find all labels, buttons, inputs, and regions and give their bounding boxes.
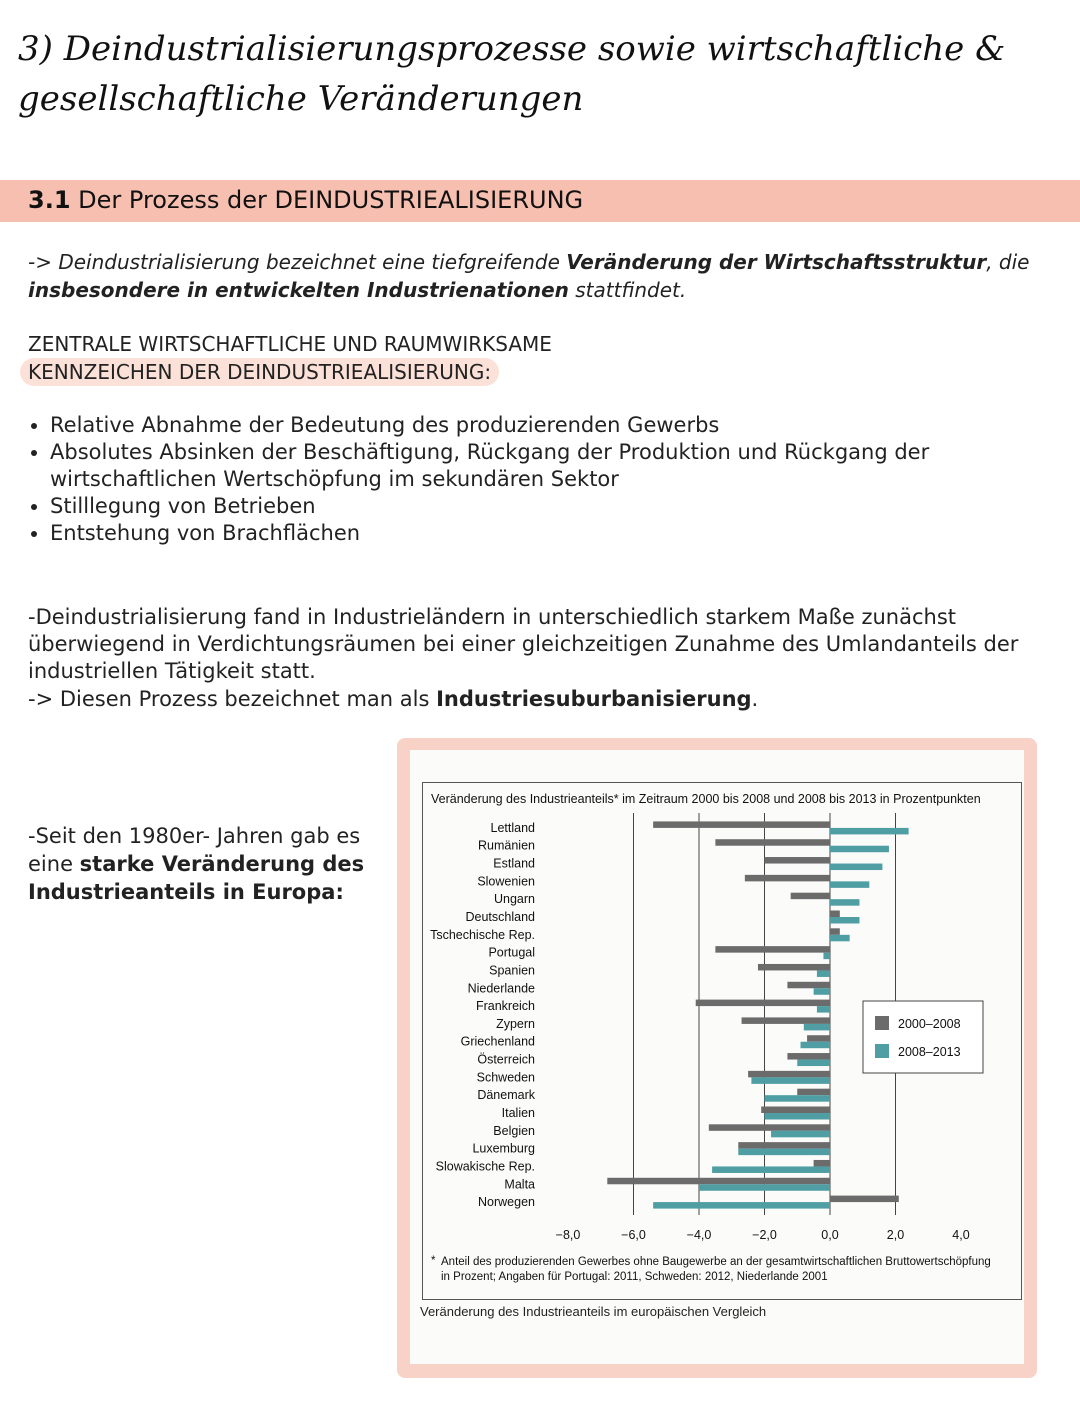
bar-2000-2008 — [738, 1142, 830, 1149]
suburban-prefix: -> Diesen Prozess bezeichnet man als — [28, 687, 437, 711]
bar-2000-2008 — [653, 821, 830, 828]
legend-swatch-2000-2008 — [875, 1016, 889, 1030]
side-suffix: : — [335, 880, 344, 904]
intro-definition — [28, 248, 1058, 304]
category-label: Norwegen — [478, 1195, 535, 1210]
deindustrialisierung-paragraph: -Deindustrialisierung fand in Industrieländern in unterschiedlich starkem Maße zunächst überwiegend in Verdichtungsräumen bei einer gleichzeitigen Zunahme des Umlandanteils der industriellen Tätigkeit statt. — [28, 605, 1019, 683]
category-label: Griechenland — [460, 1034, 535, 1049]
suburbanisierung-line — [28, 686, 1058, 713]
bar-2000-2008 — [830, 928, 840, 935]
bar-2000-2008 — [715, 946, 830, 953]
x-tick-label: 4,0 — [952, 1228, 970, 1242]
heading-line-2: gesellschaftliche Veränderungen — [18, 79, 584, 119]
bar-2008-2013 — [771, 1131, 830, 1138]
industry-share-chart — [423, 783, 1021, 1299]
bar-2000-2008 — [807, 1035, 830, 1042]
bar-2008-2013 — [830, 846, 889, 853]
suburban-term: Industriesuburbanisierung — [436, 687, 752, 711]
bar-2008-2013 — [814, 988, 830, 995]
bar-2000-2008 — [830, 911, 840, 918]
kennzeichen-line-2-highlight: KENNZEICHEN DER DEINDUSTRIEALISIERUNG: — [20, 358, 499, 386]
section-header-bar — [0, 180, 1080, 222]
bar-2000-2008 — [715, 839, 830, 846]
bar-2008-2013 — [653, 1202, 830, 1209]
legend-swatch-2008-2013 — [875, 1044, 889, 1058]
category-label: Malta — [504, 1177, 535, 1192]
bar-2000-2008 — [607, 1178, 830, 1185]
bar-2008-2013 — [712, 1166, 830, 1173]
bar-2000-2008 — [696, 1000, 830, 1007]
bar-2008-2013 — [830, 864, 882, 871]
bar-2008-2013 — [830, 935, 850, 942]
bar-2008-2013 — [797, 1060, 830, 1067]
bar-2008-2013 — [830, 828, 909, 835]
list-item: • Stilllegung von Betrieben — [50, 493, 1080, 520]
bar-2008-2013 — [830, 881, 869, 888]
category-label: Slowakische Rep. — [435, 1159, 535, 1174]
bar-2008-2013 — [765, 1095, 831, 1102]
footnote-line-1: Anteil des produzierenden Gewerbes ohne Baugewerbe an der gesamtwirtschaftlichen Bruttowertschöpfung — [441, 1256, 991, 1268]
bar-2000-2008 — [742, 1017, 830, 1024]
legend-label-2000-2008: 2000–2008 — [898, 1017, 961, 1031]
bar-2000-2008 — [709, 1124, 830, 1131]
kennzeichen-list — [28, 412, 1080, 547]
intro-bold-2: insbesondere in entwickelten Industrienationen — [28, 278, 569, 302]
category-label: Slowenien — [477, 874, 535, 889]
bar-2008-2013 — [738, 1149, 830, 1156]
category-label: Ungarn — [494, 892, 535, 907]
category-label: Luxemburg — [472, 1141, 535, 1156]
bar-2000-2008 — [758, 964, 830, 971]
section-number: 3.1 — [28, 186, 71, 214]
bar-2000-2008 — [814, 1160, 830, 1167]
x-tick-label: 0,0 — [821, 1228, 839, 1242]
category-label: Italien — [501, 1106, 535, 1120]
category-label: Estland — [493, 856, 535, 871]
legend-box — [863, 1001, 983, 1073]
kennzeichen-line-1: ZENTRALE WIRTSCHAFTLICHE UND RAUMWIRKSAME — [28, 332, 552, 356]
chart-tick-labels — [556, 1228, 970, 1242]
category-label: Rumänien — [478, 838, 535, 853]
bar-2008-2013 — [830, 899, 859, 906]
side-prefix: -Seit den 1980er- Jahren gab es eine — [28, 824, 361, 876]
side-bold: starke Veränderung des Industrieanteils in Europa — [28, 852, 365, 904]
category-label: Portugal — [488, 945, 535, 960]
intro-text-2: , die — [986, 250, 1030, 274]
category-label: Frankreich — [475, 999, 535, 1014]
chart-legend — [863, 1001, 983, 1073]
intro-bold-1: Veränderung der Wirtschaftsstruktur — [566, 250, 987, 274]
bar-2008-2013 — [751, 1077, 830, 1084]
bar-2008-2013 — [817, 970, 830, 977]
bar-2008-2013 — [804, 1024, 830, 1031]
category-label: Dänemark — [477, 1088, 535, 1103]
bar-2000-2008 — [830, 1196, 899, 1203]
section-title-text: Der Prozess der DEINDUSTRIEALISIERUNG — [78, 186, 584, 214]
bar-2000-2008 — [797, 1089, 830, 1096]
list-item: • Entstehung von Brachflächen — [50, 520, 1080, 547]
x-tick-label: −8,0 — [555, 1228, 581, 1242]
page-heading — [18, 24, 1068, 124]
category-label: Spanien — [489, 963, 535, 978]
bar-2000-2008 — [765, 857, 831, 864]
bar-2000-2008 — [787, 1053, 830, 1060]
category-label: Zypern — [496, 1016, 535, 1031]
category-label: Niederlande — [467, 981, 535, 996]
list-item: • Absolutes Absinken der Beschäftigung, Rückgang der Produktion und Rückgang der wirtschaftlichen Wertschöpfung im sekundären Sektor — [50, 439, 1080, 493]
category-label: Österreich — [477, 1052, 535, 1067]
bar-2008-2013 — [817, 1006, 830, 1013]
category-label: Schweden — [476, 1070, 535, 1085]
list-item: • Relative Abnahme der Bedeutung des produzierenden Gewerbs — [50, 412, 1080, 439]
footnote-line-2: in Prozent; Angaben für Portugal: 2011, Schweden: 2012, Niederlande 2001 — [441, 1271, 828, 1283]
bar-2000-2008 — [787, 982, 830, 989]
intro-text-1: -> Deindustrialisierung bezeichnet eine tiefgreifende — [28, 250, 567, 274]
x-tick-label: −4,0 — [686, 1228, 712, 1242]
bar-2008-2013 — [765, 1113, 831, 1120]
category-label: Deutschland — [465, 910, 535, 924]
bar-2008-2013 — [801, 1042, 830, 1049]
chart-category-labels — [430, 821, 536, 1209]
section-title — [28, 186, 583, 214]
intro-text-3: stattfindet. — [568, 278, 687, 302]
kennzeichen-heading — [28, 330, 728, 386]
chart-title: Veränderung des Industrieanteils* im Zeitraum 2000 bis 2008 und 2008 bis 2013 in Prozentpunkten — [431, 792, 981, 806]
category-label: Belgien — [493, 1123, 535, 1138]
bar-2000-2008 — [791, 893, 830, 900]
bar-2000-2008 — [745, 875, 830, 882]
heading-line-1: 3) Deindustrialisierungsprozesse sowie wirtschaftliche & — [18, 29, 1006, 69]
bar-2008-2013 — [830, 917, 859, 924]
bar-2000-2008 — [761, 1107, 830, 1114]
chart-caption: Veränderung des Industrieanteils im europäischen Vergleich — [420, 1304, 767, 1319]
suburban-suffix: . — [751, 687, 759, 711]
footnote-marker: * — [431, 1255, 436, 1267]
chart-box — [422, 782, 1022, 1300]
side-note — [28, 822, 388, 906]
bar-2000-2008 — [748, 1071, 830, 1078]
x-tick-label: −6,0 — [621, 1228, 646, 1242]
x-tick-label: −2,0 — [752, 1228, 777, 1242]
legend-label-2008-2013: 2008–2013 — [898, 1045, 961, 1059]
category-label: Tschechische Rep. — [430, 927, 535, 942]
bar-2008-2013 — [823, 953, 830, 960]
x-tick-label: 2,0 — [886, 1228, 905, 1242]
category-label: Lettland — [490, 820, 535, 835]
bar-2008-2013 — [699, 1184, 830, 1191]
